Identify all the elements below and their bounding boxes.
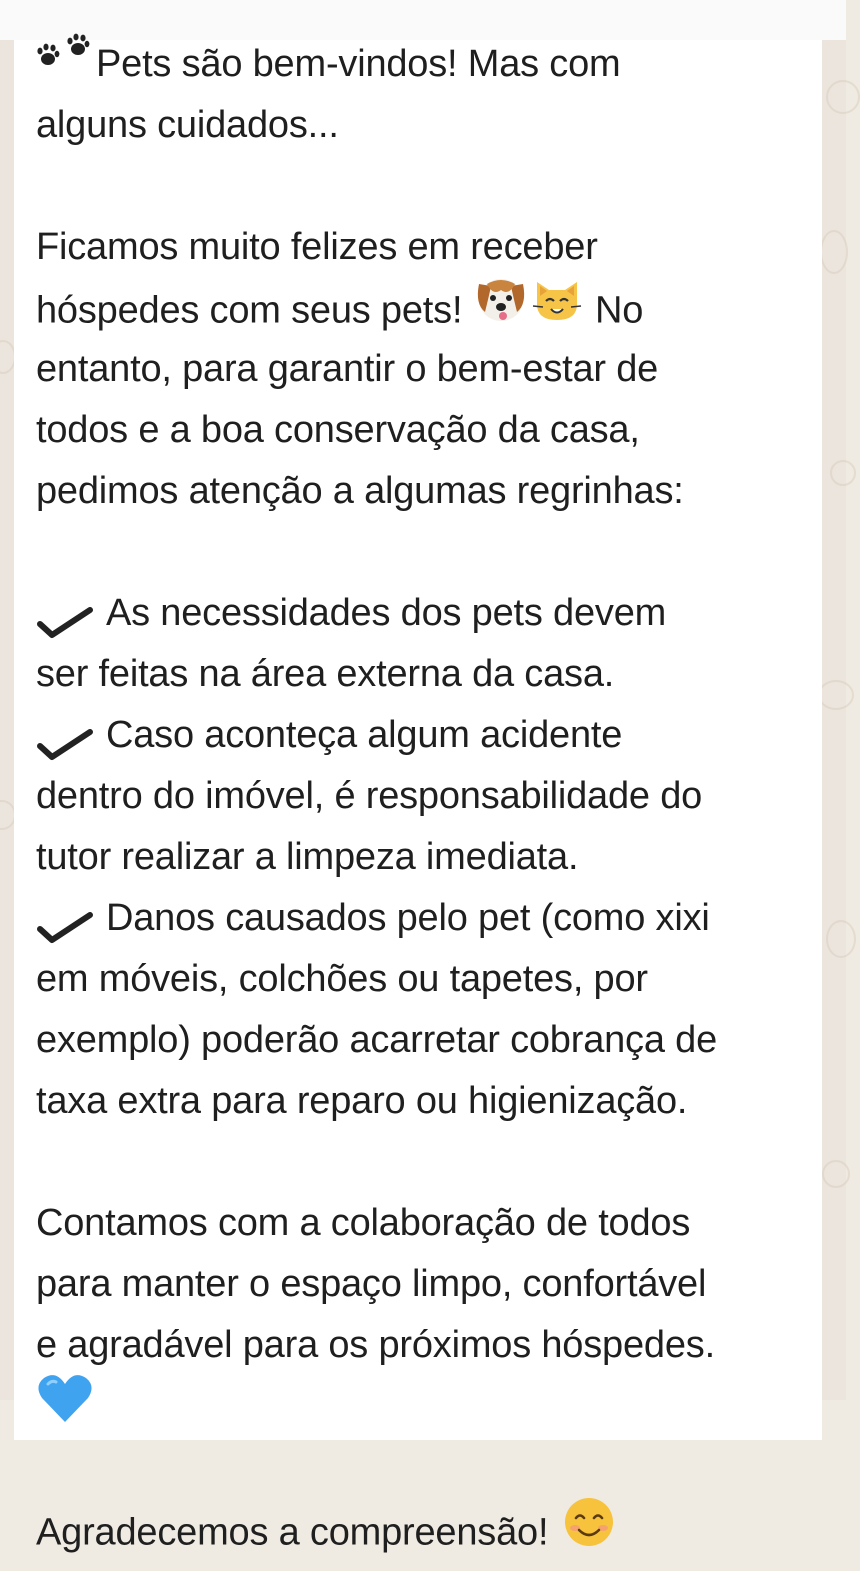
message-line [36, 34, 816, 95]
paw-prints-icon [36, 31, 96, 92]
message-text [36, 34, 816, 1559]
rule-3-text: Danos causados pelo pet (como xixi [106, 897, 710, 939]
paragraph-1-line-1: Pets são bem-vindos! Mas com [96, 43, 621, 85]
message-line [36, 1376, 816, 1437]
paragraph-3-line-2: para manter o espaço limpo, confortável [36, 1263, 707, 1305]
rule-2-line-1 [36, 705, 816, 766]
check-mark-icon [36, 596, 94, 626]
check-mark-icon [36, 718, 94, 748]
rule-3-line-1 [36, 888, 816, 949]
cat-face-icon [529, 274, 585, 343]
rule-3-line-4: taxa extra para reparo ou higienização. [36, 1080, 688, 1122]
rule-3-line-3: exemplo) poderão acarretar cobrança de [36, 1019, 718, 1061]
paragraph-2-line-2a: hóspedes com seus pets! [36, 289, 463, 332]
message-line [36, 278, 816, 339]
blue-heart-icon [36, 1372, 94, 1443]
paragraph-2-line-2b: No [595, 289, 644, 332]
closing-text: Agradecemos a compreensão! [36, 1511, 549, 1554]
message-line [36, 1498, 816, 1559]
paragraph-2-line-5: pedimos atenção a algumas regrinhas: [36, 470, 684, 512]
dog-face-icon [473, 274, 529, 343]
paragraph-3-line-1: Contamos com a colaboração de todos [36, 1202, 691, 1244]
rule-2-line-3: tutor realizar a limpeza imediata. [36, 836, 579, 878]
rule-1-line-2: ser feitas na área externa da casa. [36, 653, 615, 695]
paragraph-2-line-3: entanto, para garantir o bem-estar de [36, 348, 659, 390]
rule-3-line-2: em móveis, colchões ou tapetes, por [36, 958, 648, 1000]
rule-1-line-1 [36, 583, 816, 644]
smiling-face-icon [559, 1494, 619, 1567]
message-bubble[interactable] [14, 40, 822, 1554]
rule-1-text: As necessidades dos pets devem [106, 592, 667, 634]
paragraph-2-line-4: todos e a boa conservação da casa, [36, 409, 640, 451]
paragraph-3-line-3: e agradável para os próximos hóspedes. [36, 1324, 715, 1366]
rule-2-text: Caso aconteça algum acidente [106, 714, 623, 756]
check-mark-icon [36, 901, 94, 931]
rule-2-line-2: dentro do imóvel, é responsabilidade do [36, 775, 703, 817]
paragraph-1-line-2: alguns cuidados... [36, 104, 339, 146]
paragraph-2-line-1: Ficamos muito felizes em receber [36, 226, 598, 268]
